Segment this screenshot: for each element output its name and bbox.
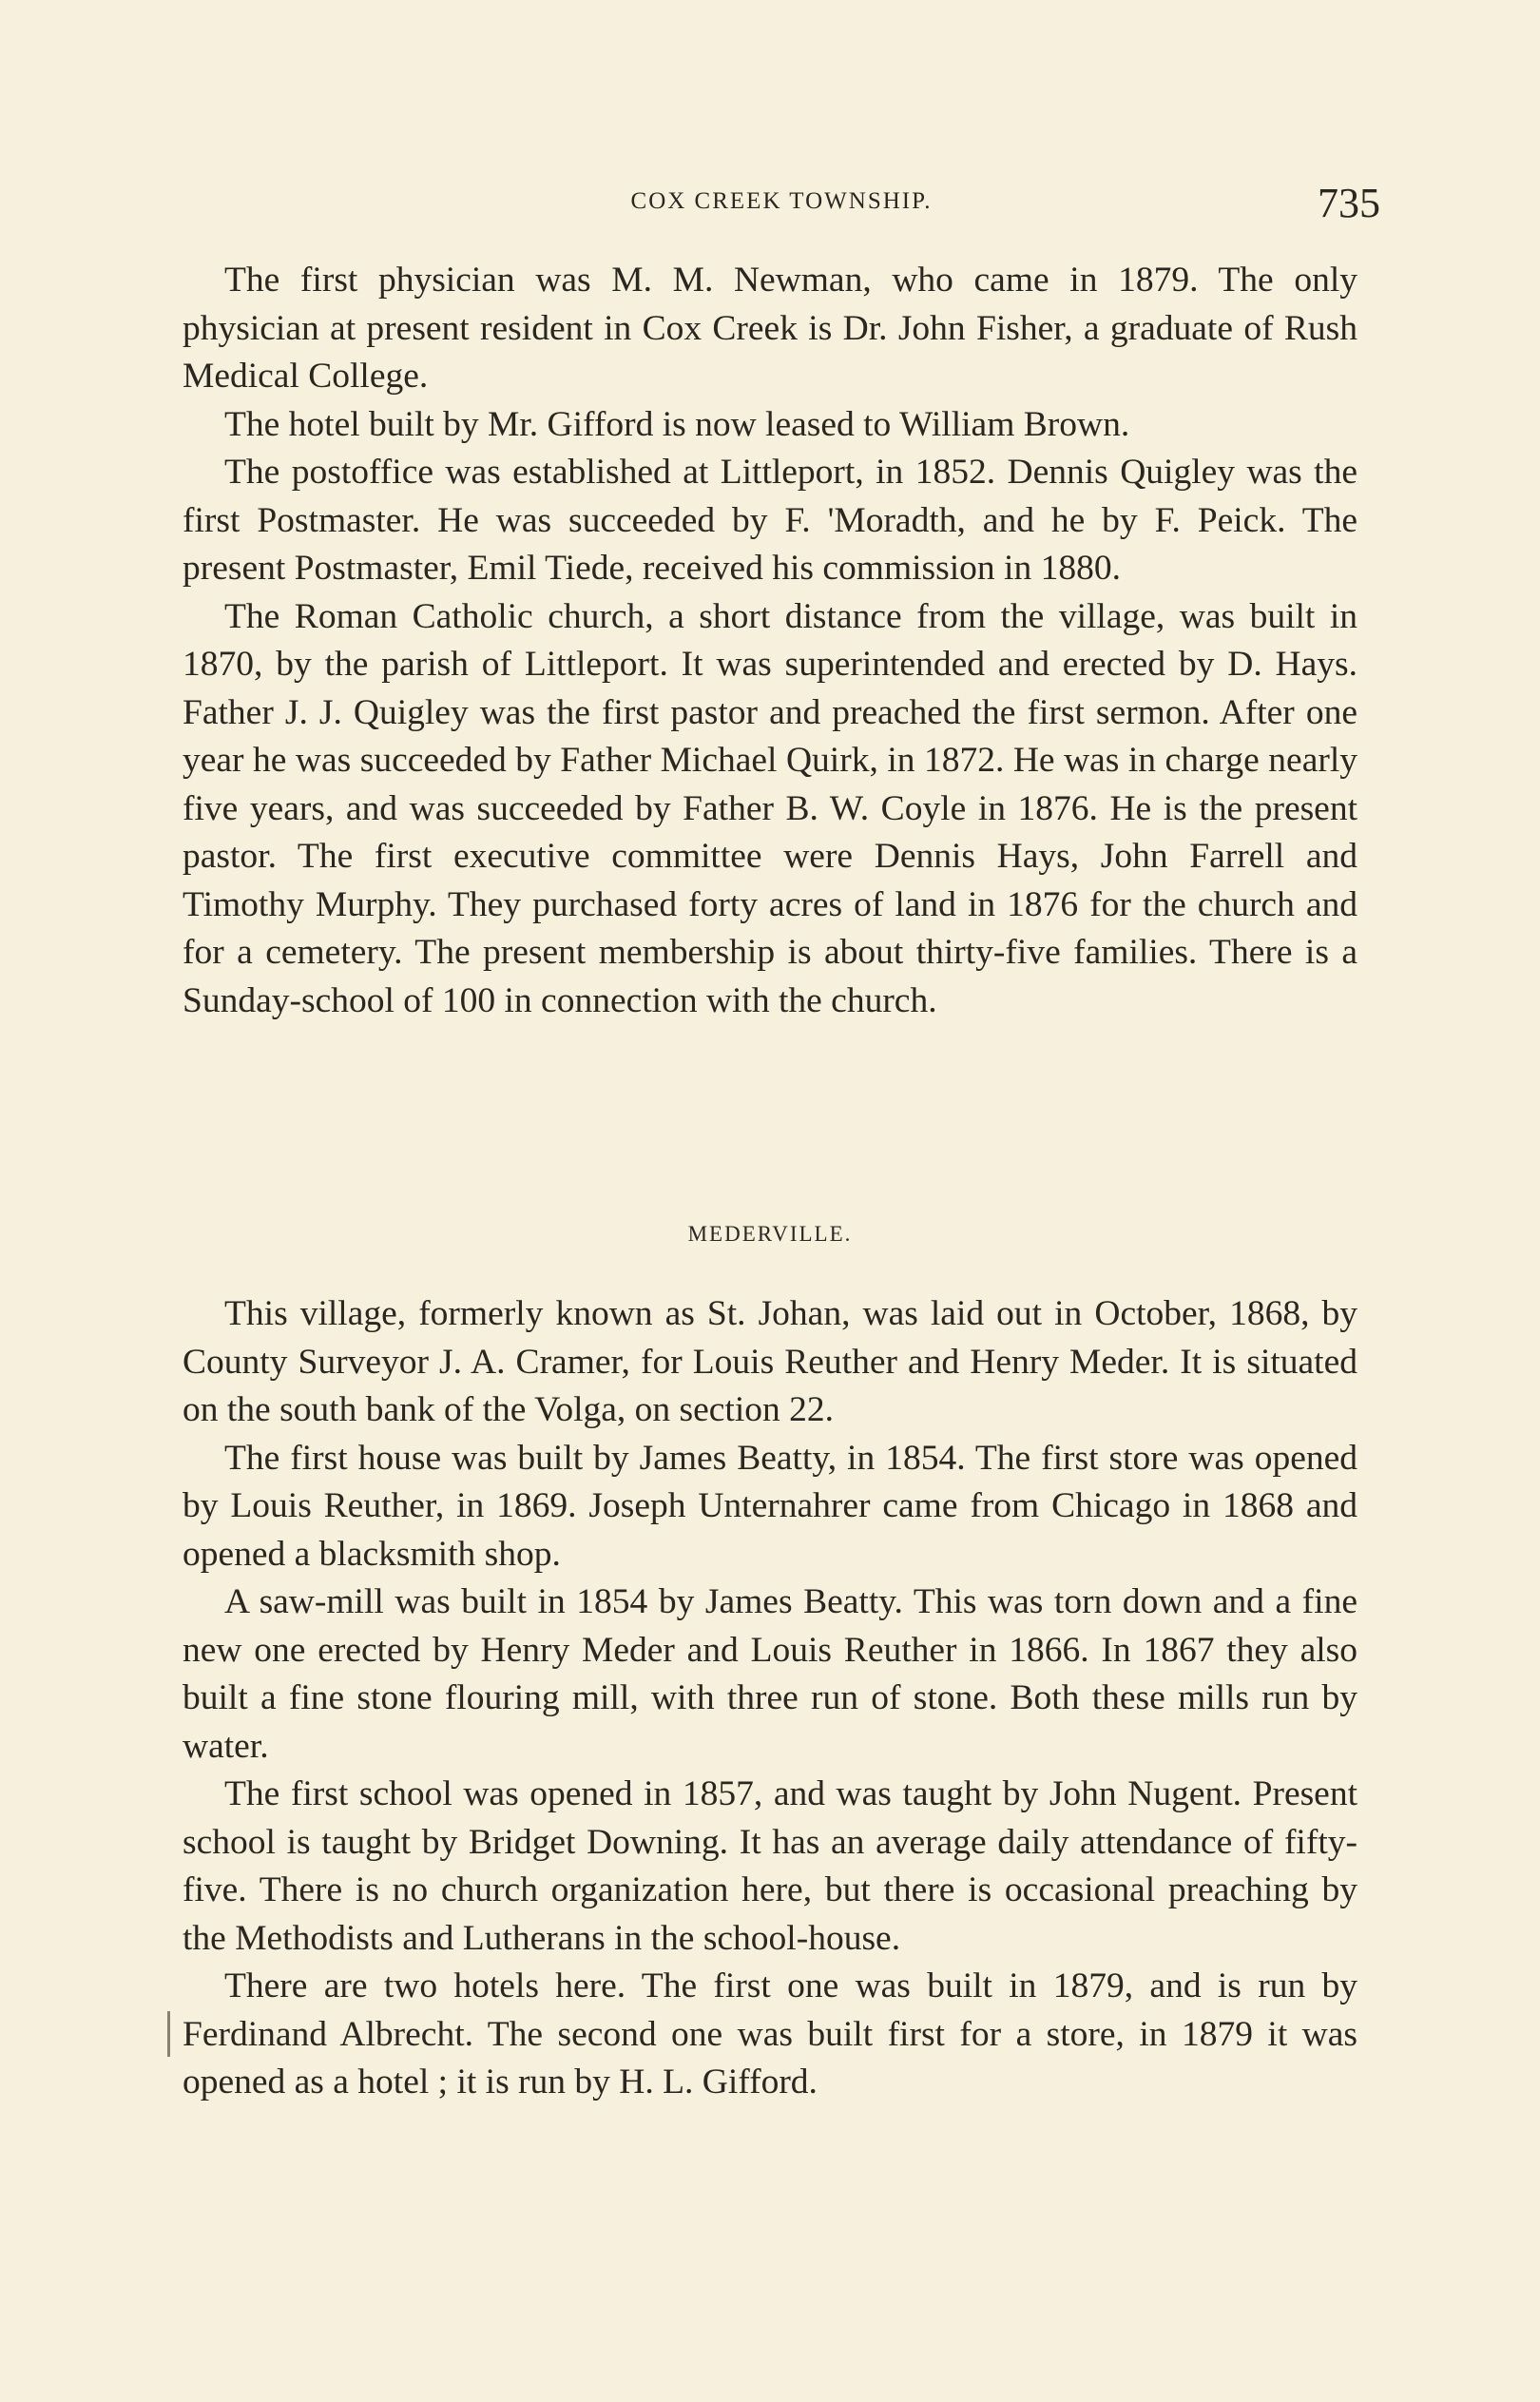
running-title: COX CREEK TOWNSHIP. [630,188,933,214]
page-number: 735 [1318,180,1380,226]
paragraph-school: The first school was opened in 1857, and was taught by John Nugent. Present school is taught by Bridget Downing. It has an average daily attendance of fifty-five. There is no church organization here, but there is occasional preaching by the Methodists and Lutherans in the school-house. [183,1774,1357,1958]
cox-creek-text [183,257,1357,1025]
paragraph-physician: The first physician was M. M. Newman, who came in 1879. The only physician at present resident in Cox Creek is Dr. John Fisher, a graduate of Rush Medical College. [183,261,1357,396]
section-heading-mederville: MEDERVILLE. [687,1222,853,1246]
running-head [183,179,1380,226]
paragraph-village: This village, formerly known as St. Johan, was laid out in October, 1868, by County Surveyor J. A. Cramer, for Louis Reuther and Henry Meder. It is situated on the south bank of the Volga, on section 22. [183,1294,1357,1429]
paragraph-church: The Roman Catholic church, a short distance from the village, was built in 1870, by the parish of Littleport. It was superintended and erected by D. Hays. Father J. J. Quigley was the first pastor and preached the first sermon. After one year he was succeeded by Father Michael Quirk, in 1872. He was in charge nearly five years, and was succeeded by Father B. W. Coyle in 1876. He is the present pastor. The first executive committee were Dennis Hays, John Farrell and Timothy Murphy. They purchased forty acres of land in 1876 for the church and for a cemetery. The present membership is about thirty-five families. There is a Sunday-school of 100 in connection with the church. [183,596,1357,1020]
mederville-text [183,1290,1357,2107]
paragraph-hotel: The hotel built by Mr. Gifford is now leased to William Brown. [224,404,1130,444]
paragraph-first-house: The first house was built by James Beatty, in 1854. The first store was opened by Louis Reuther, in 1869. Joseph Unternahrer came from Chicago in 1868 and opened a blacksmith shop. [183,1438,1357,1574]
paragraph-postoffice: The postoffice was established at Littleport, in 1852. Dennis Quigley was the first Postmaster. He was succeeded by F. 'Moradth, and he by F. Peick. The present Postmaster, Emil Tiede, received his commission in 1880. [183,453,1357,588]
paragraph-saw-mill: A saw-mill was built in 1854 by James Beatty. This was torn down and a fine new one erected by Henry Meder and Louis Reuther in 1866. In 1867 they also built a fine stone flouring mill, with three run of stone. Both these mills run by water. [183,1582,1357,1766]
margin-mark [167,2011,170,2057]
paragraph-hotels: There are two hotels here. The first one was built in 1879, and is run by Ferdinand Albrecht. The second one was built first for a store, in 1879 it was opened as a hotel ; it is run by H. L. Gifford. [183,1966,1357,2102]
